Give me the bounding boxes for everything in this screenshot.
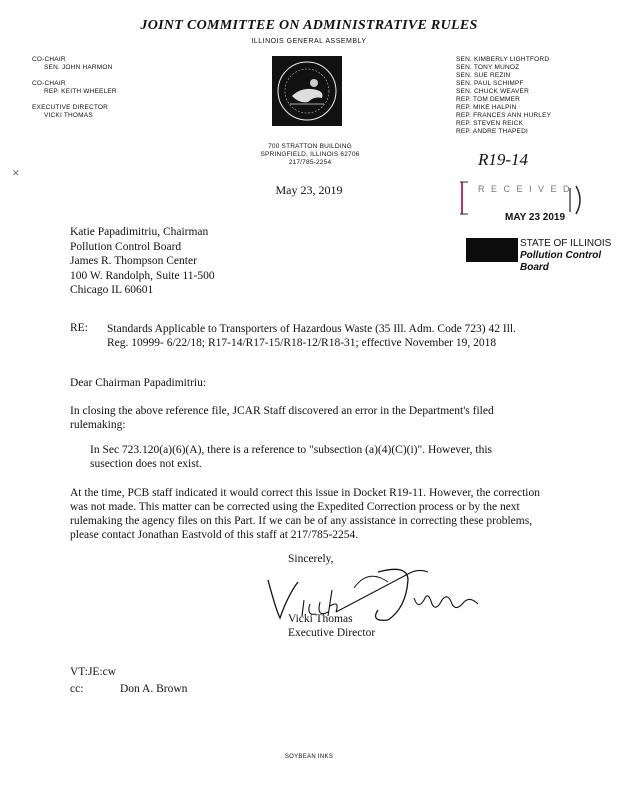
member-name: REP. STEVEN REICK <box>456 120 524 127</box>
officer-name: REP. KEITH WHEELER <box>44 88 117 95</box>
stray-mark-icon: ✕ <box>12 168 20 178</box>
member-name: REP. ANDRE THAPEDI <box>456 128 528 135</box>
recipient-line: Pollution Control Board <box>70 240 182 253</box>
signatory <box>288 612 375 640</box>
recipient-line: Katie Papadimitriu, Chairman <box>70 226 209 238</box>
member-name: SEN. PAUL SCHIMPF <box>456 80 524 87</box>
board-line: STATE OF ILLINOIS <box>520 238 612 249</box>
board-stamp-text <box>520 238 618 274</box>
officer-role: CO-CHAIR <box>32 80 66 87</box>
svg-text:R E C E I V E D: R E C E I V E D <box>478 184 572 194</box>
typist-initials: VT:JE:cw <box>70 666 117 678</box>
stamp-date: MAY 23 2019 <box>505 212 566 223</box>
body-paragraph: In closing the above reference file, JCAR Staff discovered an error in the Department's filed rulemaking: <box>70 405 494 431</box>
member-name: SEN. CHUCK WEAVER <box>456 88 529 95</box>
officer-name: SEN. JOHN HARMON <box>44 64 113 71</box>
officer-name: VICKI THOMAS <box>44 112 93 119</box>
member-name: SEN. SUE REZIN <box>456 72 511 79</box>
board-line: Pollution Control Board <box>520 250 602 273</box>
committee-subtitle: ILLINOIS GENERAL ASSEMBLY <box>251 38 367 45</box>
members-list <box>456 56 551 136</box>
state-seal-icon <box>272 56 342 126</box>
address-line: SPRINGFIELD, ILLINOIS 62706 <box>260 151 360 158</box>
docket-note: R19-14 <box>478 150 529 169</box>
signatory-title: Executive Director <box>288 627 376 639</box>
salutation: Dear Chairman Papadimitriu: <box>70 377 207 389</box>
re-text: Standards Applicable to Transporters of Hazardous Waste (35 Ill. Adm. Code 723) 42 Ill. Reg. 10999- 6/22/18; R17-14/R17-15/R18-12/R18-31; effective November 19, 2018 <box>107 323 516 349</box>
recipient-line: 100 W. Randolph, Suite 11-500 <box>70 269 215 282</box>
member-name: REP. MIKE HALPIN <box>456 104 517 111</box>
cc-label: cc: <box>70 683 84 695</box>
body-paragraph: At the time, PCB staff indicated it would correct this issue in Docket R19-11. However, the correction was not made. This matter can be corrected using the Expedited Correction process or by the next rulemaking the agency files on this Part. If we can be of any assistance in correcting these problems, please contact Jonathan Eastvold of this staff at 217/785-2254. <box>70 487 540 541</box>
letter-date: May 23, 2019 <box>275 183 343 197</box>
re-label: RE: <box>70 322 88 334</box>
recipient-line: Chicago IL 60601 <box>70 284 154 296</box>
committee-title: JOINT COMMITTEE ON ADMINISTRATIVE RULES <box>140 18 478 33</box>
member-name: REP. FRANCES ANN HURLEY <box>456 112 552 119</box>
signatory-name: Vicki Thomas <box>288 613 353 625</box>
member-name: SEN. KIMBERLY LIGHTFORD <box>456 56 550 63</box>
recipient-line: James R. Thompson Center <box>70 255 197 267</box>
address-line: 700 STRATTON BUILDING <box>268 143 352 150</box>
body-paragraph-indented: In Sec 723.120(a)(6)(A), there is a reference to "subsection (a)(4)(C)(i)". However, this susection does not exist. <box>90 444 493 470</box>
officer-role: CO-CHAIR <box>32 56 66 63</box>
officer-role: EXECUTIVE DIRECTOR <box>32 104 109 111</box>
left-officers <box>32 56 117 120</box>
closing: Sincerely, <box>288 553 334 565</box>
footer-note: SOYBEAN INKS <box>284 754 334 760</box>
cc-name: Don A. Brown <box>120 683 188 695</box>
address-line: 217/785-2254 <box>288 159 332 166</box>
member-name: REP. TOM DEMMER <box>456 96 521 103</box>
recipient-block <box>70 225 215 298</box>
redaction-block <box>466 238 518 262</box>
committee-address <box>255 143 365 167</box>
member-name: SEN. TONY MUNOZ <box>456 64 520 71</box>
